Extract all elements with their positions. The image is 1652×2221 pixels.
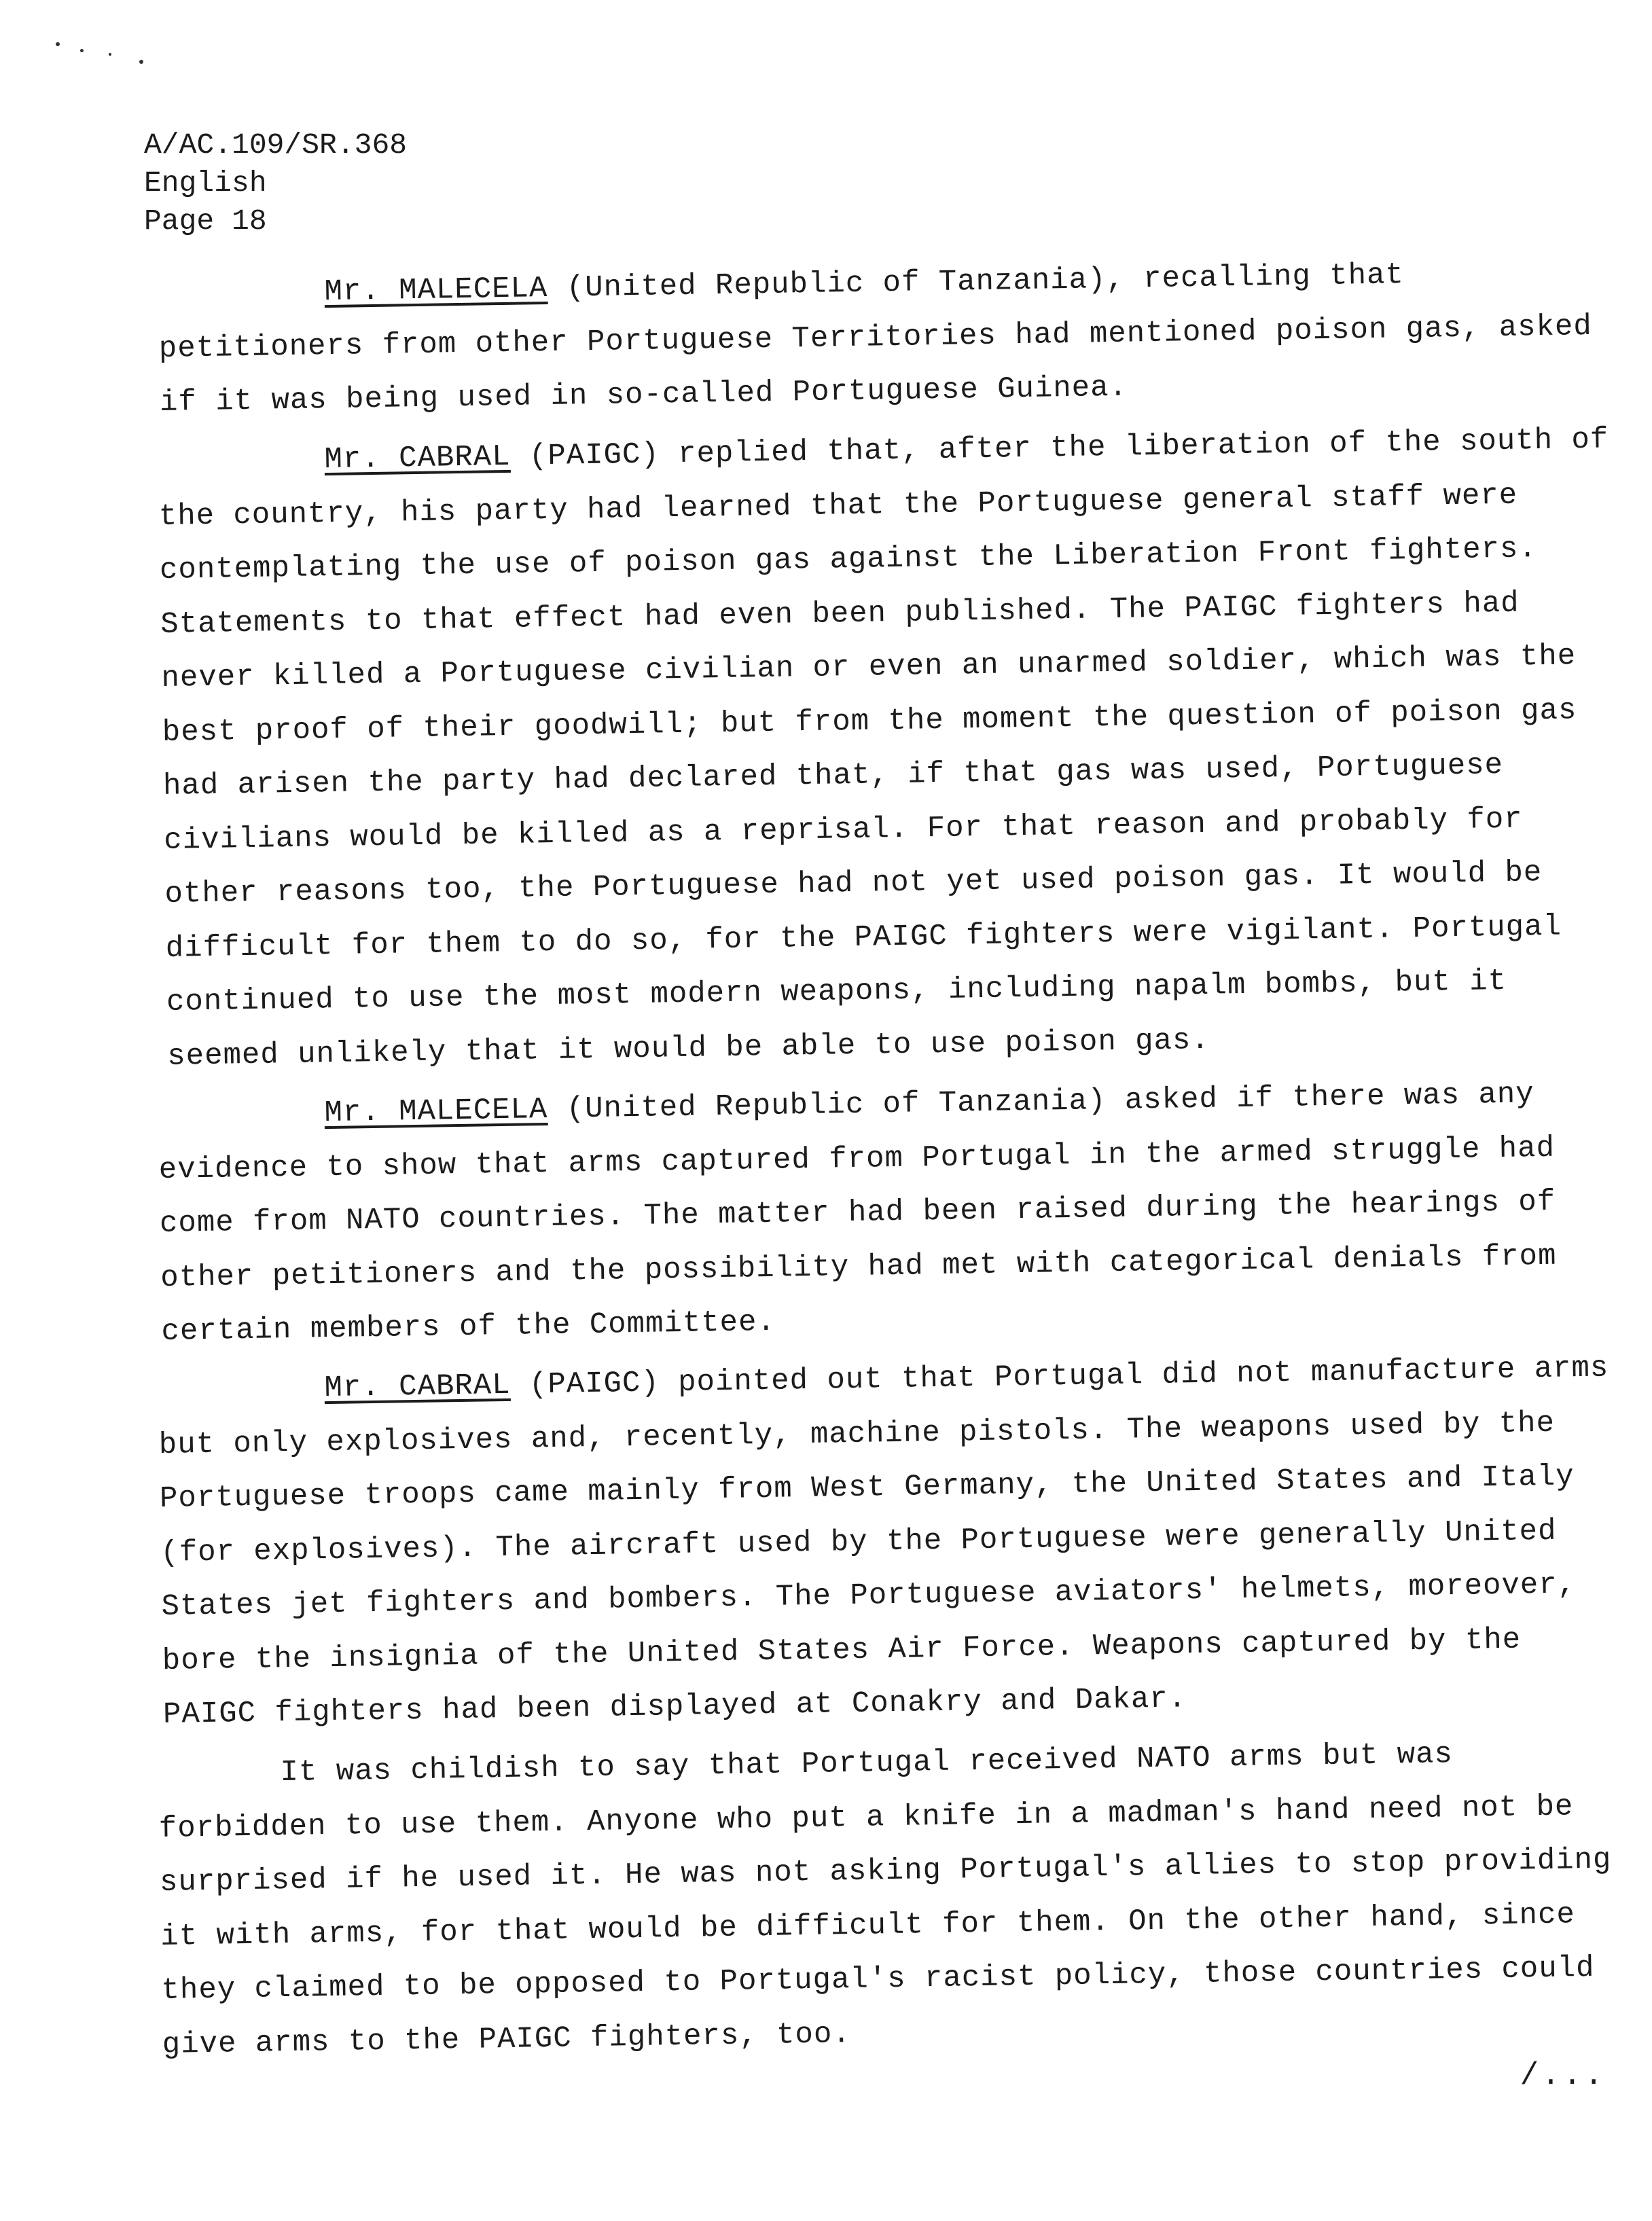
document-language: English [144,166,267,200]
paragraph-text: (PAIGC) pointed out that Portugal did not manufacture arms but only explosives and, recently, machine pistols. The weapons used by the Portuguese troops came mainly from West Germany, the United States and Italy (for explosives). The aircraft used by the Portuguese were generally United States jet fighters and bombers. The Portuguese aviators' helmets, moreover, bore the insignia of the United States Air Force. Weapons captured by the PAIGC fighters had been displayed at Conakry and Dakar. [158,1351,1609,1732]
scan-speck [56,42,60,46]
paragraph-1 [158,245,1620,430]
page-number: Page 18 [144,204,267,238]
scan-speck [80,49,84,52]
paragraph-3 [158,1066,1622,1359]
scan-speck [109,53,111,56]
paragraph-2 [158,413,1628,1084]
paragraph-5 [158,1725,1623,2072]
paragraph-text: (PAIGC) replied that, after the liberation of the south of the country, his party had learned that the Portuguese general staff were contemplating the use of poison gas against the Liberation Front fighters. Statements to that effect had even been published. The PAIGC fighters had never killed a Portuguese civilian or even an unarmed soldier, which was the best proof of their goodwill; but from the moment the question of poison gas had arisen the party had declared that, if that gas was used, Portuguese civilians would be killed as a reprisal. For that reason and probably for other reasons too, the Portuguese had not yet used poison gas. It would be difficult for them to do so, for the PAIGC fighters were vigilant. Portugal continued to use the most modern weapons, including napalm bombs, but it seemed unlikely that it would be able to use poison gas. [158,422,1609,1073]
paragraph-text: (United Republic of Tanzania) asked if there was any evidence to show that arms captured from Portugal in the armed struggle had come from NATO countries. The matter had been raised during the hearings of other petitioners and the possibility had met with categorical denials from certain members of the Committee. [158,1077,1557,1349]
speaker-name: Mr. CABRAL [324,1368,511,1406]
continuation-mark: /... [1520,2058,1606,2093]
speaker-name: Mr. MALECELA [324,1092,548,1130]
paragraph-text: It was childish to say that Portugal received NATO arms but was forbidden to use them. Anyone who put a knife in a madman's hand need not be surprised if he used it. He was not asking Portugal's allies to stop providing it with arms, for that would be difficult for them. On the other hand, since they claimed to be opposed to Portugal's racist policy, those countries could give arms to the PAIGC fighters, too. [158,1737,1612,2061]
document-header [144,126,407,240]
paragraph-4 [158,1341,1623,1742]
document-body [158,258,1618,2072]
scan-speck [139,60,143,64]
speaker-name: Mr. CABRAL [324,439,511,477]
document-symbol: A/AC.109/SR.368 [144,128,408,162]
paragraph-text: (United Republic of Tanzania), recalling that petitioners from other Portuguese Territories had mentioned poison gas, asked if it was being used in so-called Portuguese Guinea. [158,258,1593,420]
speaker-name: Mr. MALECELA [324,271,548,310]
